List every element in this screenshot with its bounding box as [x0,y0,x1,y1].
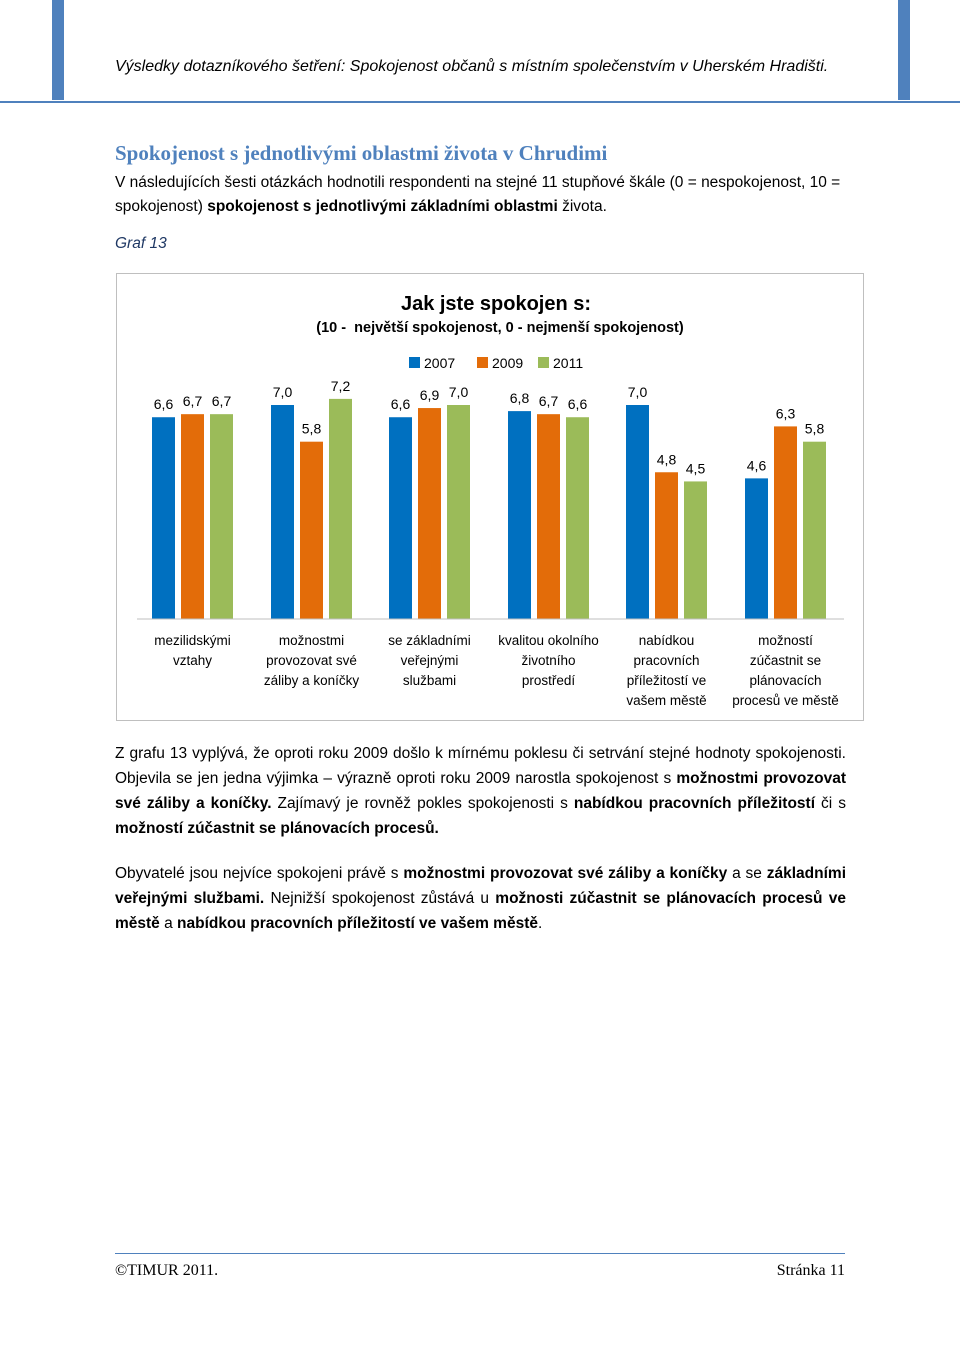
chart-legend [409,355,583,371]
chart-title: Jak jste spokojen s: [400,293,592,315]
bar-2007-4 [626,405,649,619]
data-label-2007-0: 6,6 [153,396,174,413]
data-label-2009-1: 5,8 [301,420,322,437]
data-label-2011-5: 5,8 [804,420,825,437]
legend-swatch-2009 [477,357,488,368]
header-rule [0,101,960,103]
chart-bars [152,378,826,619]
category-label-4: nabídkou pracovních příležitostí ve vašem městě [626,633,707,708]
page-header: Výsledky dotazníkového šetření: Spokojenost občanů s místním společenstvím v Uherském Hradišti. [115,58,829,75]
analysis-paragraph-2: Obyvatelé jsou nejvíce spokojeni právě s možnostmi provozovat své záliby a koníčky a se základními veřejnými službami. Nejnižší spokojenost zůstává u možnosti zúčastnit se plánovacích procesů ve městě a nabídkou pracovních příležitostí ve vašem městě. [115,865,846,932]
analysis-paragraph-1: Z grafu 13 vyplývá, že oproti roku 2009 došlo k mírnému poklesu či setrvání stejné hodnoty spokojenosti. Objevila se jen jedna výjimka – výrazně oproti roku 2009 narostla spokojenost s možnostmi provozovat své záliby a koníčky. Zajímavý je rovněž pokles spokojenosti s nabídkou pracovních příležitostí či s možností zúčastnit se plánovacích procesů. [115,745,847,837]
bar-2007-0 [152,417,175,619]
category-label-5: možností zúčastnit se plánovacích procesů ve městě [732,633,839,708]
data-label-2007-5: 4,6 [746,457,767,474]
bar-2007-3 [508,411,531,619]
bar-2011-1 [329,399,352,619]
bar-2007-5 [745,478,768,619]
legend-label-2007: 2007 [424,355,456,371]
bar-2009-5 [774,426,797,619]
category-label-3: kvalitou okolního životního prostředí [498,633,599,688]
footer-copyright: ©TIMUR 2011. [115,1262,219,1279]
footer-rule [115,1253,845,1254]
data-label-2009-0: 6,7 [182,393,203,410]
legend-label-2009: 2009 [492,355,524,371]
category-label-2: se základními veřejnými službami [388,633,471,688]
bar-2007-1 [271,405,294,619]
category-labels [154,633,839,708]
category-label-0: mezilidskými vztahy [154,633,231,668]
bar-2009-2 [418,408,441,619]
bar-2011-4 [684,481,707,619]
data-label-2009-5: 6,3 [775,405,796,422]
header-left-bar [52,0,64,100]
data-label-2007-3: 6,8 [509,390,530,407]
data-label-2011-0: 6,7 [211,393,232,410]
category-label-1: možnostmi provozovat své záliby a koníčky [263,633,360,688]
legend-label-2011: 2011 [553,355,584,371]
legend-swatch-2011 [538,357,549,368]
data-label-2011-4: 4,5 [685,460,706,477]
bar-2009-1 [300,442,323,619]
bar-2009-0 [181,414,204,619]
chart-container [116,273,864,721]
bar-2011-0 [210,414,233,619]
bar-2011-5 [803,442,826,619]
chart-subtitle: (10 - největší spokojenost, 0 - nejmenší spokojenost) [316,320,684,336]
footer-page-number: Stránka 11 [776,1262,845,1279]
bar-2007-2 [389,417,412,619]
graph-label: Graf 13 [115,235,167,252]
data-label-2011-3: 6,6 [567,396,588,413]
data-label-2011-2: 7,0 [448,384,469,400]
data-label-2009-4: 4,8 [656,451,677,468]
legend-swatch-2007 [409,357,420,368]
data-label-2007-2: 6,6 [390,396,411,413]
bar-2011-3 [566,417,589,619]
bar-2011-2 [447,405,470,619]
bar-2009-3 [537,414,560,619]
section-title: Spokojenost s jednotlivými oblastmi života v Chrudimi [115,141,608,165]
header-right-bar [898,0,910,100]
data-label-2009-3: 6,7 [538,393,559,410]
data-label-2007-1: 7,0 [272,384,293,400]
bar-2009-4 [655,472,678,619]
data-label-2007-4: 7,0 [627,384,648,400]
data-label-2011-1: 7,2 [330,377,351,394]
data-label-2009-2: 6,9 [419,387,440,404]
bar-chart [117,274,863,720]
intro-paragraph: V následujících šesti otázkách hodnotili respondenti na stejné 11 stupňové škále (0 = nespokojenost, 10 = spokojenost) spokojenost s jednotlivými základními oblastmi života. [115,174,841,215]
